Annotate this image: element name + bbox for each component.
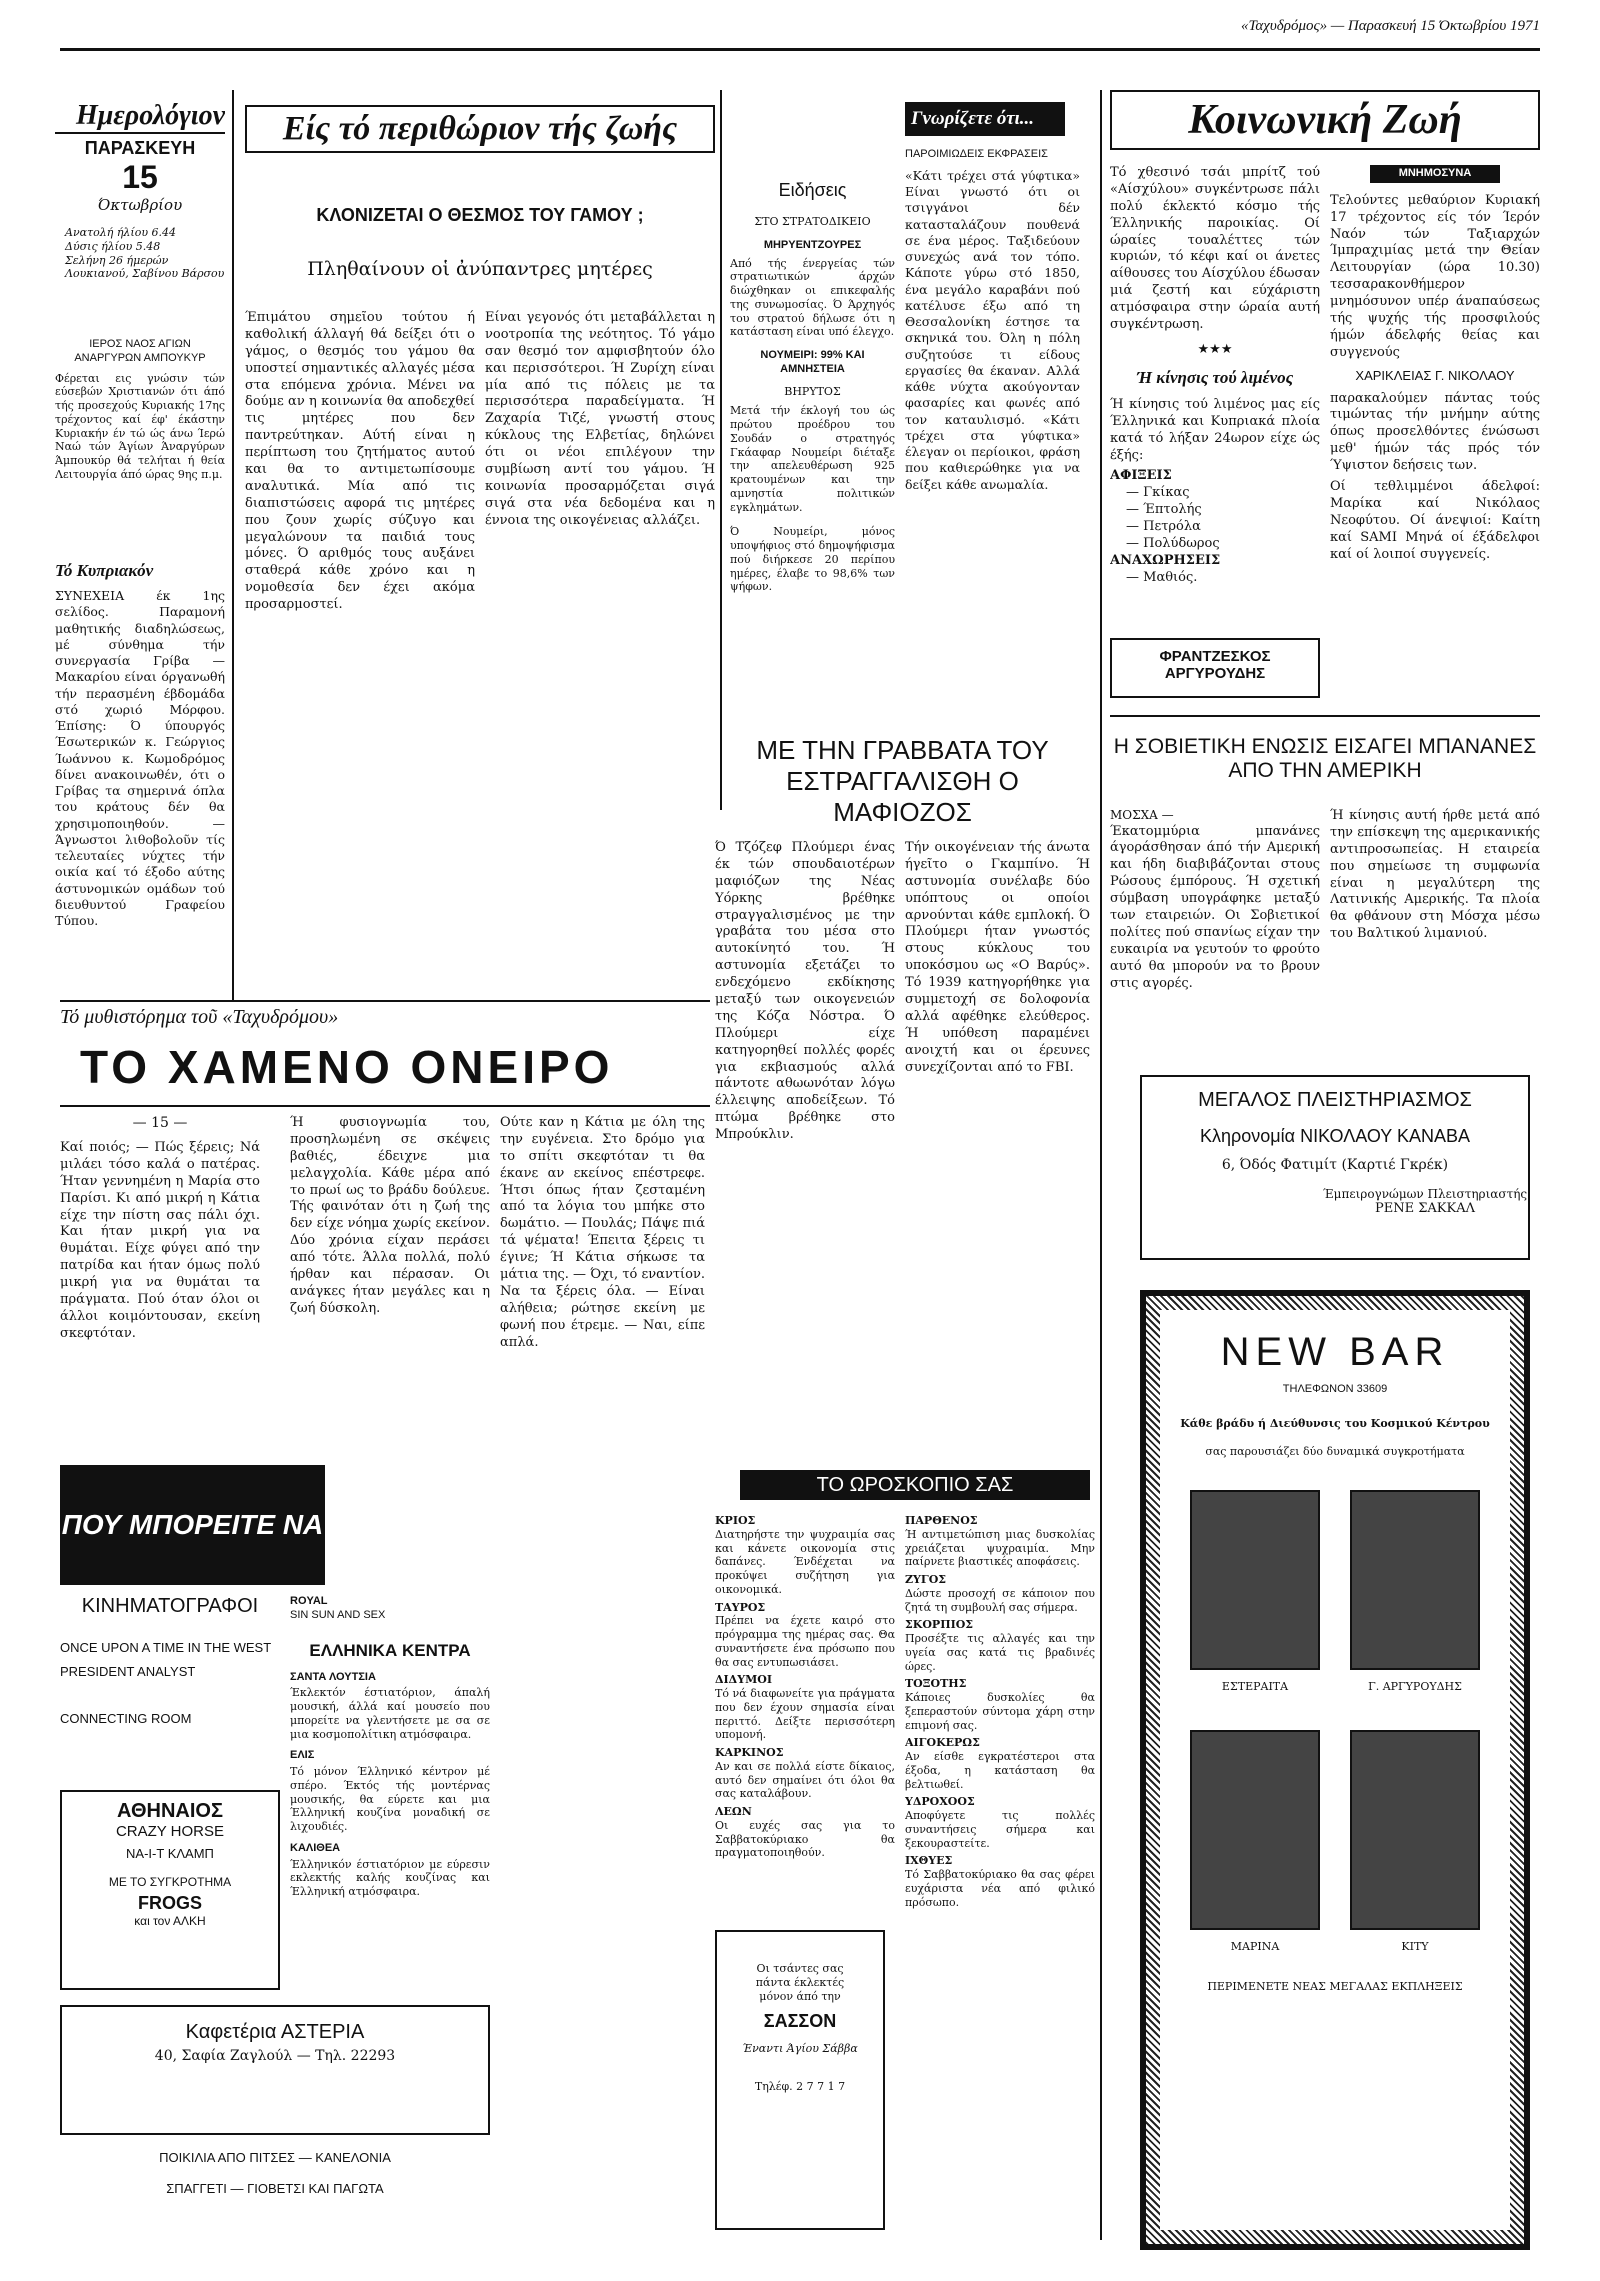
periphery-col2 <box>485 310 715 760</box>
departures-label: ΑΝΑΧΩΡΗΣΕΙΣ <box>1110 552 1221 568</box>
novel-col2-text: Ή φυσιογνωμία του, προσηλωμένη σε σκέψεις βαθιές, έδειχνε μια μελαγχολία. Κάθε μέρα από το πρωί ως το βράδυ δούλευε. Τής φαινόταν ότι η ζωή της δεν είχε νόημα χωρίς εκείνον. Δύο χρόνια είχαν περάσει από τότε. Άλλα πολλά, πολύ ήρθαν και πέρασαν. Οι ανάγκες ήταν μεγάλες και η ζωή δύσκολη. <box>290 1115 490 1316</box>
social-stars: ★★★ <box>1197 341 1233 357</box>
sasson-name: ΣΑΣΣΟΝ <box>763 2011 837 2032</box>
centers-title: ΕΛΛΗΝΙΚΑ ΚΕΝΤΡΑ <box>309 1640 471 1660</box>
kalitheia-name: ΚΑΛΙΘΕΑ <box>290 1841 341 1854</box>
horoscope-banner: ΤΟ ΩΡΟΣΚΟΠΙΟ ΣΑΣ <box>740 1470 1090 1500</box>
soviet-col2-text: Ή κίνησις αυτή ήρθε μετά από την επίσκεψη της αμερικανικής αντιπροσωπείας. Η εταιρεία που σημείωσε τη συμφωνία είναι η μεγαλύτερη της Λατινικής Αμερικής. Τα πλοία θα φθάνουν στη Μόσχα μέσω του Βαλτικού λιμανιού. <box>1330 808 1540 942</box>
horoscope-sign-text: Οι ευχές σας για το Σαββατοκύριακο θα πραγματοποιηθούν. <box>715 1818 895 1860</box>
news-sub1: ΣΤΟ ΣΤΡΑΤΟΔΙΚΕΙΟ <box>754 215 871 228</box>
calendar-day: ΠΑΡΑΣΚΕΥΗ <box>84 138 196 158</box>
soviet-dateline: ΜΟΣΧΑ — <box>1110 808 1174 822</box>
horoscope-sign-name: ΤΟΞΟΤΗΣ <box>905 1677 967 1691</box>
periphery-headline: ΚΛΟΝΙΖΕΤΑΙ Ο ΘΕΣΜΟΣ ΤΟΥ ΓΑΜΟΥ ; <box>316 205 644 225</box>
calendar-month: Όκτωβρίου <box>97 196 183 214</box>
auction-title: ΜΕΓΑΛΟΣ ΠΛΕΙΣΤΗΡΙΑΣΜΟΣ <box>1198 1089 1472 1111</box>
port-ship: — Μαθιός. <box>1126 569 1198 585</box>
soviet-headline: Η ΣΟΒΙΕΤΙΚΗ ΕΝΩΣΙΣ ΕΙΣΑΓΕΙ ΜΠΑΝΑΝΕΣ ΑΠΟ ΤΗΝ ΑΜΕΡΙΚΗ <box>1113 735 1537 782</box>
news-body3: Ό Νουμείρι, μόνος υποψήφιος στό δημοψήφισμα πού διήρκεσε 20 περίπου ημέρες, έλαβε το 98,6% των ψήφων. <box>730 525 895 594</box>
calendar-box <box>55 100 225 300</box>
periphery-col2-text: Είναι γεγονός ότι μεταβάλλεται η νοοτροπία της νεότητος. Τό γάμο σαν θεσμό τον αμφισβητούν όλο και περισσότεροι. Ή Ζυρίχη είναι μία από τις πόλεις με τα περισσότερα παραδείγματα. Ή Ζαχαρία Τιζέ, γνωστή στους κύκλους της Ελβετίας, δηλώνει ότι οι νέοι επιλέγουν την συμβίωση αντί του γάμου. Ή κοινωνία προσαρμόζεται σιγά σιγά στα νέα δεδομένα και η έννοια της οικογένειας αλλάζει. <box>485 310 715 528</box>
page-header: «Ταχυδρόμος» — Παρασκευή 15 Όκτωβρίου 1971 <box>1240 18 1540 34</box>
horoscope-sign-text: Κάποιες δυσκολίες θα ξεπεραστούν σύντομα χάρη στην επιμονή σας. <box>905 1691 1095 1732</box>
horoscope-sign-text: Αποφύγετε τις πολλές συναντήσεις σήμερα και ξεκουραστείτε. <box>905 1809 1095 1850</box>
horoscope-sign-name: ΙΧΘΥΕΣ <box>905 1854 953 1868</box>
novel-col1 <box>60 1140 260 1460</box>
sasson-ad <box>715 1930 885 2230</box>
soviet-col1-text: Έκατομμύρια μπανάνες άγοράσθησαν άπό τήν Αμερική και ήδη διαβιβάζονται στους Ρώσους έμπόρους. Ή σχετική σύμβαση υπογράφηκε μεταξύ των εταιρειών. Οι Σοβιετικοί πολίτες πού σπανίως είχαν την ευκαιρία να γευτούν το φρούτο αυτό θα μπορούν να το βρουν στις αγορές. <box>1110 823 1320 991</box>
sasson-line1: Οι τσάντες σας <box>756 1962 844 1975</box>
auction-ad <box>1140 1075 1530 1260</box>
proverbs-title: ΠΑΡΟΙΜΙΩΔΕΙΣ ΕΚΦΡΑΣΕΙΣ <box>905 148 1048 160</box>
calendar-sunrise: Ανατολή ήλίου 6.44 <box>65 226 176 239</box>
cinema-films <box>60 1640 280 1790</box>
horoscope-sign-name: ΖΥΓΟΣ <box>905 1573 947 1586</box>
horoscope-sign-text: Αν και σε πολλά είστε δίκαιος, αυτό δεν σημαίνει ότι όλοι θα σας καταλάβουν. <box>715 1759 895 1801</box>
calendar-saints: Λουκιανού, Σαβίνου Βάρσου <box>65 267 225 281</box>
calendar-sunset: Δύσις ήλίου 5.48 <box>65 239 161 253</box>
cafeteria-box <box>60 2005 490 2135</box>
cinema-film3: CONNECTING ROOM <box>60 1710 192 1726</box>
port-body: Ή κίνησις τού λιμένος μας είς Έλληνικά και Κυπριακά πλοία κατά τό λήξαν 24ωρον είχε ώς έξής: <box>1110 396 1320 463</box>
horoscope-sign-name: ΤΑΥΡΟΣ <box>715 1600 766 1614</box>
newbar-photo-3 <box>1190 1730 1320 1930</box>
newbar-line1: Κάθε βράδυ ή Διεύθυνσις του Κοσμικού Κέντρου <box>1180 1416 1490 1430</box>
social-banner: Κοινωνική Ζωή <box>1110 90 1540 150</box>
church-notice <box>55 338 225 508</box>
soviet-rule <box>1110 715 1540 717</box>
novel-rule <box>60 1000 710 1002</box>
cafeteria-address: 40, Σαφία Ζαγλούλ — Τηλ. 22293 <box>154 2048 396 2064</box>
mafia-headline: ΜΕ ΤΗΝ ΓΡΑΒΒΑΤΑ ΤΟΥ ΕΣΤΡΑΓΓΑΛΙΣΘΗ Ο ΜΑΦΙΟΖΟΣ <box>756 735 1049 825</box>
cinema-film1: ONCE UPON A TIME IN THE WEST <box>60 1640 272 1655</box>
santa-body: Έκλεκτόν έστιατόριον, άπαλή μουσική, άλλά καί μουσείο που μπορείτε να γλεντήσετε με σα σε μια κοσμοπολίτικη ατμόσφαιρα. <box>290 1686 490 1741</box>
newbar-footer: ΠΕΡΙΜΕΝΕΤΕ ΝΕΑΣ ΜΕΓΑΛΑΣ ΕΚΠΛΗΞΕΙΣ <box>1207 1980 1463 1993</box>
horoscope-sign-name: ΚΡΙΟΣ <box>715 1514 756 1527</box>
horoscope-sign-name: ΥΔΡΟΧΟΟΣ <box>905 1795 975 1809</box>
mafia-col1-text: Ό Τζόζεφ Πλούμερι ένας έκ τών σπουδαιοτέρων μαφιόζων της Νέας Υόρκης βρέθηκε στραγγαλισμένος με την γραβάτα του μέσα στο αυτοκίνητό του. Ή αστυνομία εξετάζει το ενδεχόμενο εκδίκησης μεταξύ των οικογενειών της Κόζα Νόστρα. Ό Πλούμερι είχε κατηγορηθεί πολλές φορές για εκβιασμούς αλλά πάντοτε αθωωνόταν λόγω έλλειψης αποδείξεων. Τό πτώμα βρέθηκε στο Μπρούκλιν. <box>715 840 895 1143</box>
social-left <box>1110 165 1320 685</box>
sasson-line3: μόνον άπό την <box>759 1989 841 2003</box>
horoscope-sign-text: Αν είσθε εγκρατέστεροι στα έξοδα, η κατάσταση θα βελτιωθεί. <box>905 1750 1095 1791</box>
mafia-col1 <box>715 840 895 1280</box>
cafeteria-line1: ΠΟΙΚΙΛΙΑ ΑΠΟ ΠΙΤΣΕΣ — ΚΑΝΕΛΟΝΙΑ <box>159 2150 391 2165</box>
auction-address: 6, Όδός Φατιμίτ (Καρτιέ Γκρέκ) <box>1221 1157 1449 1173</box>
athinaios-box <box>60 1790 280 1990</box>
memorial-body: Τελούντες μεθαύριον Κυριακή 17 τρέχοντος είς τόν Ίερόν Ναόν τών Ταξιαρχών Ίμπραχιμίας μετά την Θείαν Λειτουργίαν (ώρα 10.30) τεσσαρακονθήμερον μνημόσυνον υπέρ άναπαύσεως τής ψυχής τής προσφιλούς ήμών άδελφής θείας και συγγενούς <box>1330 192 1540 360</box>
mafia-col2-text: Τήν οικογένειαν τής άνωτα ήγεῖτο ο Γκαμπίνο. Ή αστυνομία συνέλαβε δύο υπόπτους οι οποίοι αρνούνται κάθε εμπλοκή. Ό Πλούμερι ήταν γνωστός στους κύκλους του υποκόσμου ως «Ο Βαρύς». Τό 1939 κατηγορήθηκε για συμμετοχή σε δολοφονία αλλά αφέθηκε ελεύθερος. Ή υπόθεση παραμένει ανοιχτή και οι έρευνες συνεχίζονται από το FBI. <box>905 840 1090 1075</box>
church-body: Φέρεται εις γνώσιν τών εύσεβών Χριστιανών ότι άπό τής προσεχούς Κυριακής 17ης τρέχοντος καί έφ' έκάστην Κυριακήν έν τώ ώς άνω Ίερώ Ναώ τών Άγίων Άναργύρων Άμπουκύρ θά τελήται ή θεία Λειτουργία άπό ώρας 9ης π.μ. <box>55 371 225 481</box>
horoscope-sign-name: ΣΚΟΡΠΙΟΣ <box>905 1618 974 1632</box>
horoscope-sign-name: ΠΑΡΘΕΝΟΣ <box>905 1514 978 1527</box>
cinema-title: ΚΙΝΗΜΑΤΟΓΡΑΦΟΙ <box>81 1595 259 1617</box>
periphery-subhead: Πληθαίνουν οἱ ἀνύπαντρες μητέρες <box>307 258 653 280</box>
royal-label: ROYAL <box>290 1595 328 1607</box>
horoscope-sign-text: Τό Σαββατοκύριακο θα σας φέρει ευχάριστα νέα από φιλικό πρόσωπο. <box>905 1868 1095 1909</box>
mafia-col2 <box>905 840 1090 1280</box>
proverbs-body: «Κάτι τρέχει στά γύφτικα» Είναι γνωστό ότι οι τσιγγάνοι δέν κατασταλάζουν πουθενά σε ένα μέρος. Ταξιδεύουν συνεχώς ανά τον τόπο. Κάποτε γύρω στό 1850, ένα μεγάλο καραβάνι πού κατέλυσε έξω από τη Θεσσαλονίκη έστησε τα σκηνικά του. Όλη η πόλη συζητούσε τι είδους εργασίες θα έκαναν. Αλλά κάθε νύχτα ακούγονταν φασαρίες και φωνές από τον καταυλισμό. «Κάτι τρέχει στα γύφτικα» έλεγαν οι περίοικοι, φράση που καθιερώθηκε για να δείξει κάθε ανωμαλία. <box>905 167 1080 492</box>
horoscope-sign-text: Πρέπει να έχετε καιρό στο πρόγραμμα της ημέρας σας. Θα συναντήσετε ένα πρόσωπο που θα σας εντυπωσιάσει. <box>715 1614 895 1669</box>
horoscope-sign-name: ΚΑΡΚΙΝΟΣ <box>715 1746 784 1759</box>
cafeteria-name: Καφετέρια ΑΣΤΕΡΙΑ <box>185 2021 365 2043</box>
left-divider <box>232 90 234 1000</box>
horoscope-sign-name: ΔΙΔΥΜΟΙ <box>715 1673 772 1687</box>
newbar-performer-2: Γ. ΑΡΓΥΡΟΥΔΗΣ <box>1368 1680 1462 1693</box>
horoscope-right <box>905 1510 1095 2250</box>
newbar-photo-4 <box>1350 1730 1480 1930</box>
novel-col1-text: Καί ποιός; — Πώς ξέρεις; Νά μιλάει τόσο καλά ο πατέρας. Ήταν γεννημένη η Μαρία στο Παρίσι. Κι από μικρή η Κάτια είχε την πίστη σας πάλι όχι. Και ήταν μικρή για να θυμάται. Είχε φύγει από την πατρίδα και ήταν όμως πολύ μικρή για να θυμάται τα πράγματα. Πού όταν όλοι οι άλλοι κοιμόντουσαν, εκείνη σκεφτόταν. <box>60 1140 260 1341</box>
header-rule <box>60 48 1540 51</box>
notary-box: ΦΡΑΝΤΖΕΣΚΟΣ ΑΡΓΥΡΟΥΔΗΣ <box>1110 638 1320 698</box>
athinaios-band-extra: και τον ΑΛΚΗ <box>134 1914 206 1928</box>
auction-role: Έμπειρογνώμων Πλειστηριαστής <box>1322 1187 1528 1201</box>
cinema-banner: ΠΟΥ ΜΠΟΡΕΙΤΕ ΝΑ <box>60 1465 325 1585</box>
horoscope-sign-text: Διατηρήστε την ψυχραιμία σας και κάνετε οικονομία στις δαπάνες. Ένδέχεται να προκύψει συζήτηση για οικονομικά. <box>715 1527 895 1596</box>
news-sub2: ΜΗΡΥΕΝΤΖΟΥΡΕΣ <box>763 238 862 251</box>
news-column <box>730 180 895 700</box>
greek-centers <box>290 1595 490 2015</box>
athinaios-band: FROGS <box>137 1893 202 1913</box>
novel-col2 <box>290 1115 490 1455</box>
athinaios-name: ΑΘΗΝΑΙΟΣ <box>117 1800 223 1822</box>
calendar-date: 15 <box>122 159 158 195</box>
sasson-line2: πάντα έκλεκτές <box>755 1975 845 1989</box>
newbar-phone: ΤΗΛΕΦΩΝΟΝ 33609 <box>1282 1383 1388 1395</box>
calendar-title: Ημερολόγιον <box>55 100 225 134</box>
royal-film: SIN SUN AND SEX <box>290 1608 386 1621</box>
horoscope-sign-text: Τό νά διαφωνείτε για πράγματα που δεν έχουν σημασία είναι περιττό. Δείξτε περισσότερη υπομονή. <box>715 1687 895 1742</box>
elis-name: ΕΛΙΣ <box>290 1749 315 1762</box>
newbar-performer-3: ΜΑΡΙΝΑ <box>1230 1940 1280 1953</box>
novel-title-rule <box>60 1105 710 1107</box>
periphery-col1 <box>245 310 475 760</box>
arrivals-list <box>1110 485 1320 553</box>
horoscope-sign-text: Προσέξτε τις αλλαγές και την υγεία σας κατά τις βραδινές ώρες. <box>905 1632 1095 1673</box>
port-ship: — Γκίκας <box>1126 485 1190 501</box>
news-heading: Ειδήσεις <box>778 180 847 200</box>
memorial-deceased: ΧΑΡΙΚΛΕΙΑΣ Γ. ΝΙΚΟΛΑΟΥ <box>1355 367 1515 383</box>
memorial-family: Οί τεθλιμμένοι άδελφοί: Μαρίκα καί Νικόλαος Νεοφύτου. Οί άνεψιοί: Καίτη καί SAMI Μηνά οί έξάδελφοι καί οί λοιποί συγγενείς. <box>1330 479 1540 562</box>
news-body2: Μετά τήν έκλογή του ώς πρώτου προέδρου του Σουδάν ο στρατηγός Γκάαφαρ Νουμείρι διέταξε την απελευθέρωση 925 κρατουμένων και την αμνηστία πολιτικών εγκλημάτων. <box>730 404 895 514</box>
proverbs-column <box>905 148 1080 708</box>
calendar-moon: Σελήνη 26 ήμερών <box>65 253 169 267</box>
periphery-col1-text: Έπιμάτου σημεῖου τούτου ή καθολική άλλαγή θά δείξει ότι ο γάμος, ο θεσμός του γάμου θα υποστεί σημαντικές αλλαγές μέσα στα επόμενα χρόνια. Μένει να δούμε αν η κοινωνία θα αποδεχθεί τις μητέρες που δεν παντρεύτηκαν. Αύτή είναι η περίπτωση του ζητήματος αυτού και θα το αντιμετωπίσουμε αναλυτικά. Μία από τις διαπιστώσεις αφορά τις μητέρες που ζουν χωρίς σύζυγο και μεγαλώνουν τα παιδιά τους μόνες. Ό αριθμός τους αυξάνει σταθερά κάθε χρόνο και η νομοθεσία δεν έχει ακόμα προσαρμοστεί. <box>245 310 475 613</box>
novel-col3 <box>500 1115 705 2235</box>
auction-estate: Κληρονομία ΝΙΚΟΛΑΟΥ ΚΑΝΑΒΑ <box>1200 1126 1470 1146</box>
santa-name: ΣΑΝΤΑ ΛΟΥΤΣΙΑ <box>290 1670 376 1683</box>
horoscope-sign-text: Δώστε προσοχή σε κάποιον που ζητά τη συμβουλή σας σήμερα. <box>905 1586 1095 1614</box>
elis-body: Τό μόνον Έλληνικό κέντρον μέ σπέρο. Έκτός τής μοντέρνας μουσικής, θα εύρετε και μια Έλληνική κουζίνα μοναδική σε λιχουδιές. <box>290 1765 490 1833</box>
mid-divider <box>720 90 722 810</box>
news-sub4: ΒΗΡΥΤΟΣ <box>784 384 841 398</box>
horoscope-left <box>715 1510 895 1920</box>
newbar-inner <box>1160 1310 1510 2230</box>
cafeteria-line2: ΣΠΑΓΓΕΤΙ — ΓΙΟΒΕΤΣΙ ΚΑΙ ΠΑΓΩΤΑ <box>166 2181 384 2196</box>
novel-kicker: Τό μυθιστόρημα τοῦ «Ταχυδρόμου» <box>60 1006 339 1028</box>
newbar-photo-1 <box>1190 1490 1320 1670</box>
horoscope-sign-text: Ή αντιμετώπιση μιας δυσκολίας χρειάζεται ψυχραιμία. Μην παίρνετε βιαστικές αποφάσεις. <box>905 1527 1095 1569</box>
kalitheia-body: Έλληνικόν έστιατόριον με εύρεσιν εκλεκτής καλής κουζίνας και Έλληνική ατμόσφαιρα. <box>290 1857 490 1898</box>
periphery-banner: Είς τό περιθώριον τής ζωής <box>245 105 715 153</box>
athinaios-crazy: CRAZY HORSE <box>115 1823 225 1840</box>
novel-title: ΤΟ ΧΑΜΕΝΟ ΟΝΕΙΡΟ <box>80 1041 614 1093</box>
port-ship: — Έπτολής <box>1126 502 1202 518</box>
horoscope-sign-name: ΑΙΓΟΚΕΡΩΣ <box>905 1736 980 1750</box>
athinaios-club: ΝΑ-Ι-Τ ΚΛΑΜΠ <box>126 1846 214 1861</box>
newbar-photo-2 <box>1350 1490 1480 1670</box>
novel-col3-text: Ούτε καν η Κάτια με όλη της την ευγένεια. Στο δρόμο για το σπίτι σκεφτόταν τι θα έκανε αν εκείνος επέστρεφε. Ήτσι όπως ήταν ζεσταμένη από τα λόγια του μπήκε στο δωμάτιο. — Πουλάς; Πάψε πιά τά ψέματα! Έπειτα ξέρεις τι έγινε; Ή Κάτια σήκωσε τα μάτια της. — Όχι, τό εναντίον. Να τα ξέρεις όλα. — Είναι αλήθεια; ρώτησε εκείνη με φωνή που έτρεμε. — Ναι, είπε απλά. <box>500 1115 705 1350</box>
cyprus-title: Τό Κυπριακόν <box>55 561 154 580</box>
newbar-performer-4: ΚΙΤΥ <box>1401 1940 1429 1953</box>
port-ship: — Πολύδωρος <box>1126 536 1220 552</box>
newbar-name: NEW BAR <box>1220 1330 1450 1374</box>
newbar-performer-1: ΕΣΤΕΡΑΙΤΑ <box>1221 1680 1289 1693</box>
athinaios-band-line: ΜΕ ΤΟ ΣΥΓΚΡΟΤΗΜΑ <box>108 1875 232 1889</box>
departures-list <box>1110 570 1320 587</box>
memorial-title: ΜΝΗΜΟΣΥΝΑ <box>1370 165 1500 183</box>
horoscope-sign-name: ΛΕΩΝ <box>715 1805 752 1818</box>
newbar-line2: σας παρουσιάζει δύο δυναμικά συγκροτήματα <box>1205 1444 1465 1458</box>
cinema-film2: PRESIDENT ANALYST <box>60 1664 196 1680</box>
memorial-body2: παρακαλούμεν πάντας τούς τιμώντας τήν μνήμην αύτης όπως προσελθόντες ένώσωσι μεθ' ήμών τάς πρός τόν Ύψιστον δεήσεις των. <box>1330 390 1540 474</box>
sasson-address: Έναντι Άγίου Σάββα <box>742 2042 858 2056</box>
novel-instalment: — 15 — <box>132 1115 188 1131</box>
knowledge-banner: Γνωρίζετε ότι... <box>905 102 1065 136</box>
memorial-column <box>1330 165 1540 685</box>
port-title: Ή κίνησις τού λιμένος <box>1136 367 1294 387</box>
soviet-col1 <box>1110 808 1320 1058</box>
cyprus-article <box>55 560 225 1000</box>
news-body1: Από τής ένεργείας τών στρατιωτικών άρχών διώχθηκαν οι επικεφαλής της συνωμοσίας. Ό Άρχηγός του στρατού δήλωσε ότι η κατάσταση είναι υπό έλεγχο. <box>730 256 895 339</box>
auction-name: ΡΕΝΕ ΣΑΚΚΑΛ <box>1374 1201 1475 1216</box>
social-intro: Τό χθεσινό τσάι μπρίτζ τού «Αίσχύλου» συγκέντρωσε πάλι πολύ έκλεκτό κόσμο τής Έλληνικής παροικίας. Οί ώραίες τουαλέττες τών κυριών, τό κέφι καί οι άνετες αίθουσες του Αίσχύλου έδωσαν μιά ζεστή και εύχάριστη ατμόσφαιρα στην ώραία αυτή συγκέντρωση. <box>1110 165 1320 333</box>
newbar-ad <box>1140 1290 1530 2250</box>
soviet-col2 <box>1330 808 1540 1058</box>
cyprus-body: ΣΥΝΕΧΕΙΑ έκ 1ης σελίδος. Παραμονή μαθητικής διαδηλώσεως, μέ σύνθημα τήν συνεργασία Γρίβα — Μακαρίου είναι όργανωθή τήν περασμένη έβδομάδα στό χωριό Μόρφου. Έπίσης: Ό ύπουργός Έσωτερικών κ. Γεώργιος Ίωάννου κ. Κωμοδρόμος δίνει ανακοινωθέν, ότι ο Γρίβας τα σημερινά όπλα του κράτους δέν θα χρησιμοποιηθούν. — Άγνωστοι λιθοβολοῦν τίς τελευταίες νύχτες τήν οικία καί τό έξοδο αύτης άστυνομικών ομάδων τού διευθυντού Γραφείου Τύπου. <box>55 588 225 929</box>
church-title: ΙΕΡΟΣ ΝΑΟΣ ΑΓΙΩΝ ΑΝΑΡΓΥΡΩΝ ΑΜΠΟΥΚΥΡ <box>74 338 206 364</box>
port-ship: — Πετρόλα <box>1126 519 1201 535</box>
arrivals-label: ΑΦΙΞΕΙΣ <box>1110 468 1172 484</box>
cafeteria-menu <box>60 2140 490 2220</box>
right-divider <box>1100 90 1102 2240</box>
sasson-phone: Τηλέφ. 2 7 7 1 7 <box>754 2080 846 2093</box>
news-sub3: ΝΟΥΜΕΙΡΙ: 99% ΚΑΙ ΑΜΝΗΣΤΕΙΑ <box>760 349 865 375</box>
